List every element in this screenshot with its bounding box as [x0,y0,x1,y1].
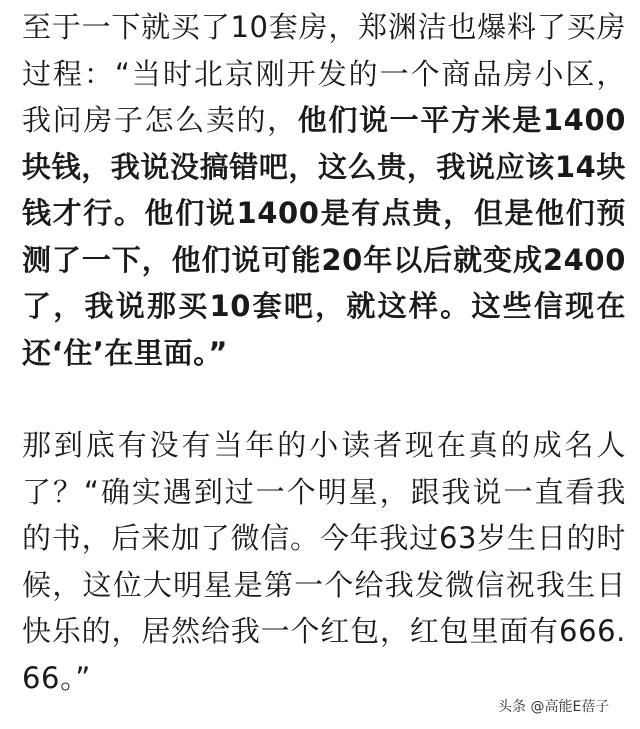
paragraph-2: 那到底有没有当年的小读者现在真的成名人了？“确实遇到过一个明星，跟我说一直看我的书，后来加了微信。今年我过63岁生日的时候，这位大明星是第一个给我发微信祝我生日快乐的，居然给我一个红包，红包里面有666.66。” [22,428,626,695]
article-body [22,0,626,701]
paragraph-1-quote: 他们说一平方米是1400块钱，我说没搞错吧，这么贵，我说应该14块钱才行。他们说1400是有点贵，但是他们预测了一下，他们说可能20年以后就变成2400了，我说那买10套吧，就这样。这些信现在还‘住’在里面。” [22,103,626,370]
source-watermark: 头条 @高能E蓓子 [498,699,610,715]
paragraph-1-lead: 至于一下就买了10套房，郑渊洁也爆料了买房过程：“当时北京刚开发的一个商品房小区，我问房子怎么卖的， [22,10,626,137]
paragraph-1 [22,0,626,376]
